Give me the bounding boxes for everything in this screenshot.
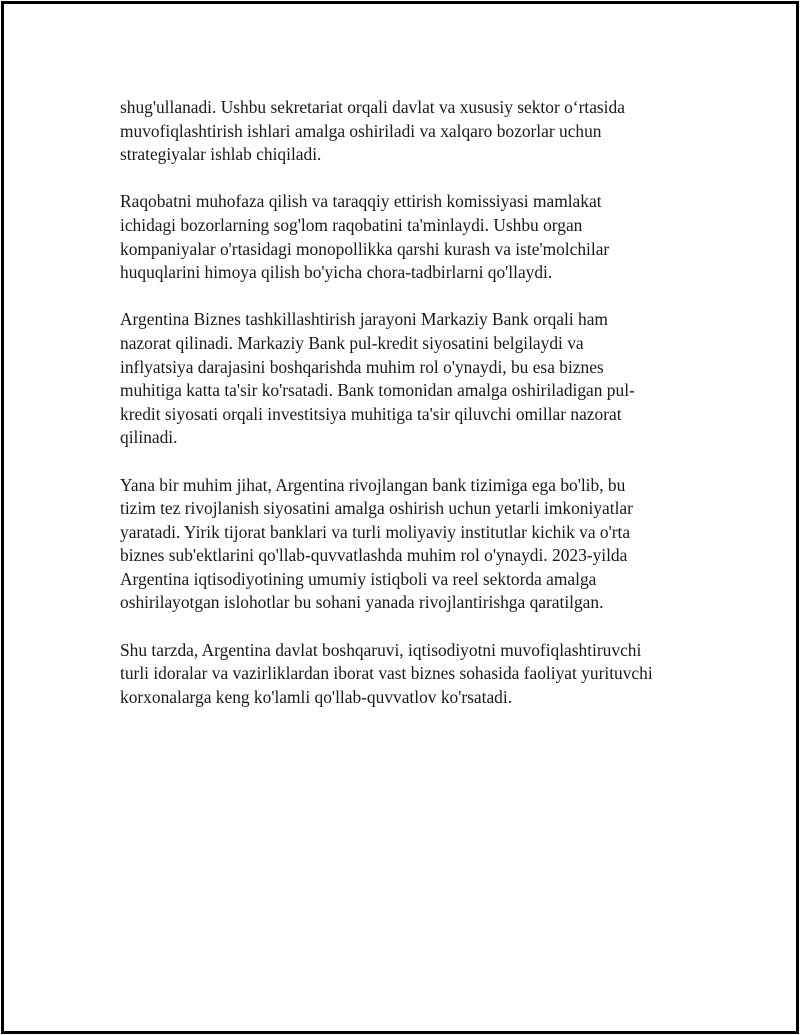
document-body xyxy=(120,96,680,733)
text-line: yaratadi. Yirik tijorat banklari va turli moliyaviy institutlar kichik va o'rta xyxy=(120,521,631,542)
text-line: korxonalarga keng ko'lamli qo'llab-quvvatlov ko'rsatadi. xyxy=(120,686,513,707)
paragraph-central-bank xyxy=(120,308,680,450)
document-page xyxy=(1,1,799,1034)
text-line: Shu tarzda, Argentina davlat boshqaruvi, iqtisodiyotni muvofiqlashtiruvchi xyxy=(120,639,642,660)
text-line: Argentina Biznes tashkillashtirish jarayoni Markaziy Bank orqali ham xyxy=(120,309,608,330)
text-line: muvofiqlashtirish ishlari amalga oshiriladi va xalqaro bozorlar uchun xyxy=(120,120,602,141)
text-line: huquqlarini himoya qilish bo'yicha chora-tadbirlarni qo'llaydi. xyxy=(120,262,553,283)
text-line: turli idoralar va vazirliklardan iborat vast biznes sohasida faoliyat yurituvchi xyxy=(120,663,653,684)
paragraph-competition-commission xyxy=(120,190,680,284)
text-line: nazorat qilinadi. Markaziy Bank pul-kredit siyosatini belgilaydi va xyxy=(120,332,584,353)
text-line: kredit siyosati orqali investitsiya muhitiga ta'sir qiluvchi omillar nazorat xyxy=(120,403,622,424)
text-line: biznes sub'ektlarini qo'llab-quvvatlashda muhim rol o'ynaydi. 2023-yilda xyxy=(120,545,628,566)
text-line: ichidagi bozorlarning sog'lom raqobatini ta'minlaydi. Ushbu organ xyxy=(120,214,583,235)
text-line: Argentina iqtisodiyotining umumiy istiqboli va reel sektorda amalga xyxy=(120,568,597,589)
text-line: tizim tez rivojlanish siyosatini amalga oshirish uchun yetarli imkoniyatlar xyxy=(120,498,633,519)
text-line: kompaniyalar o'rtasidagi monopollikka qarshi kurash va iste'molchilar xyxy=(120,238,610,259)
text-line: qilinadi. xyxy=(120,427,178,448)
text-line: strategiyalar ishlab chiqiladi. xyxy=(120,144,322,165)
text-line: inflyatsiya darajasini boshqarishda muhim rol o'ynaydi, bu esa biznes xyxy=(120,356,604,377)
text-line: Yana bir muhim jihat, Argentina rivojlangan bank tizimiga ega bo'lib, bu xyxy=(120,474,626,495)
text-line: Raqobatni muhofaza qilish va taraqqiy ettirish komissiyasi mamlakat xyxy=(120,191,602,212)
text-line: shug'ullanadi. Ushbu sekretariat orqali davlat va xususiy sektor o‘rtasida xyxy=(120,97,625,117)
paragraph-secretariat xyxy=(120,96,680,167)
text-line: oshirilayotgan islohotlar bu sohani yanada rivojlantirishga qaratilgan. xyxy=(120,592,604,613)
text-line: muhitiga katta ta'sir ko'rsatadi. Bank tomonidan amalga oshiriladigan pul- xyxy=(120,380,635,401)
paragraph-banking-system xyxy=(120,474,680,616)
paragraph-conclusion xyxy=(120,639,680,710)
